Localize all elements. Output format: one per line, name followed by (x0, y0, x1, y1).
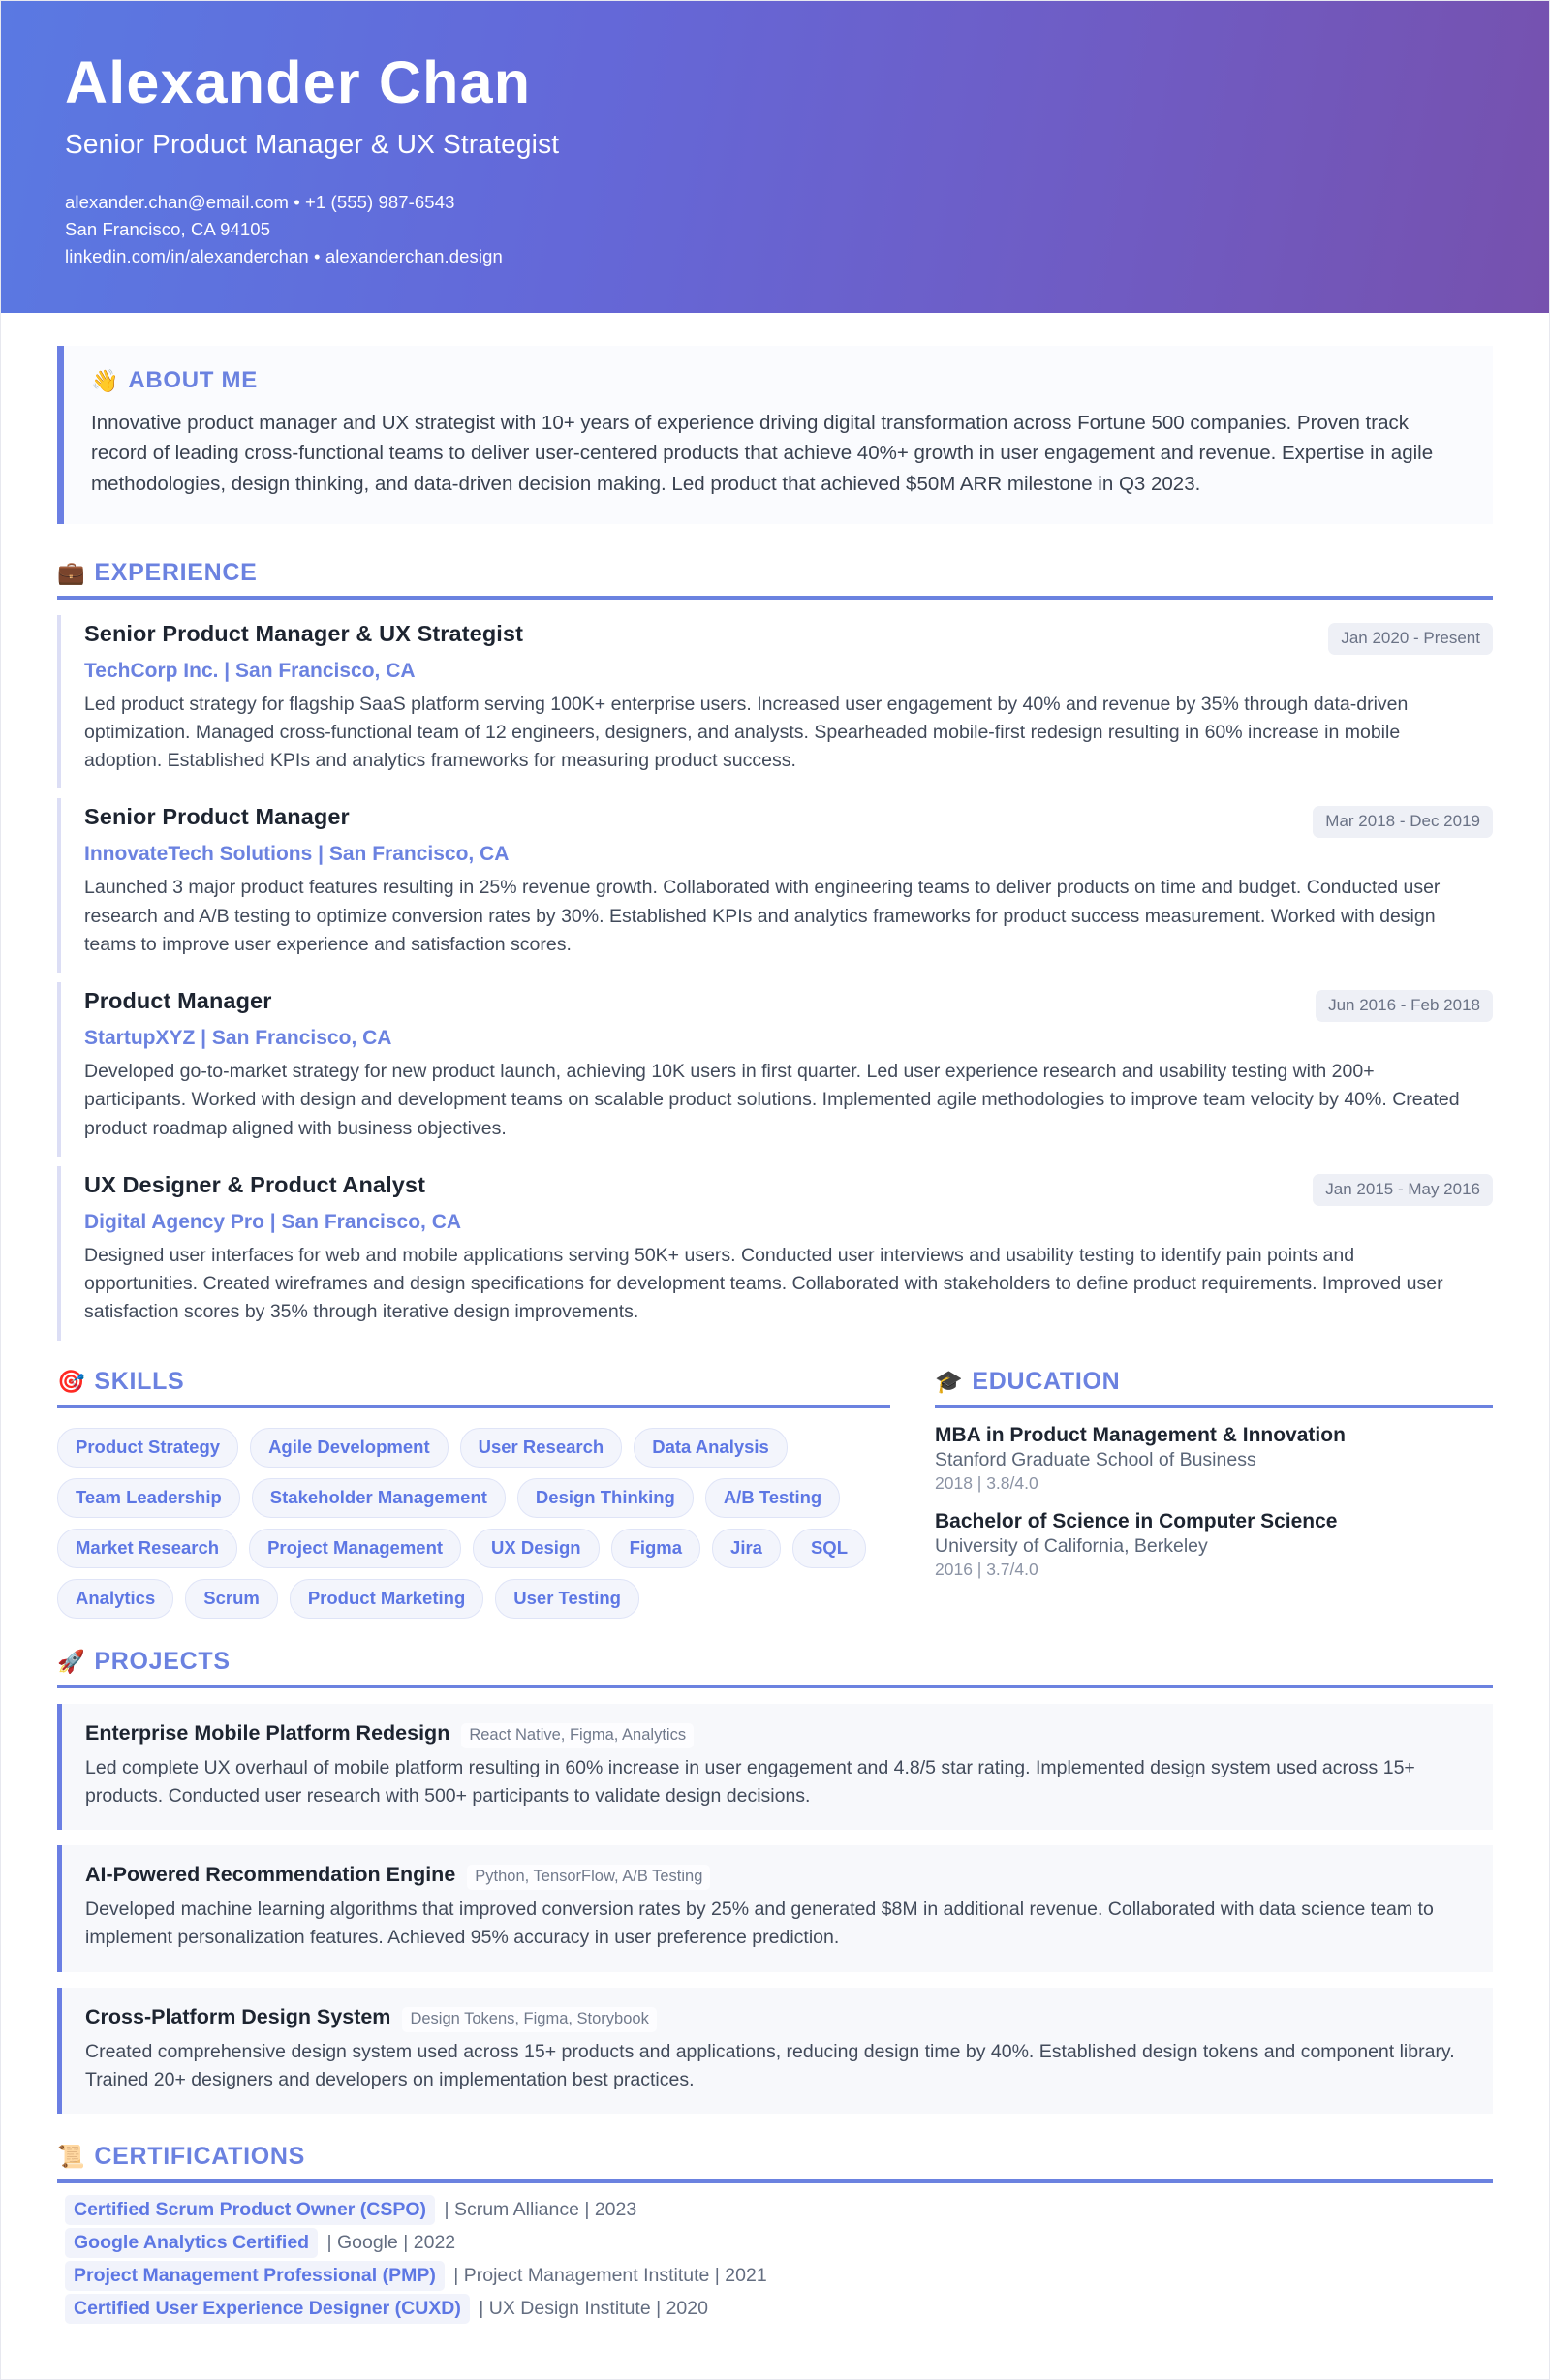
experience-date-badge: Mar 2018 - Dec 2019 (1313, 806, 1493, 838)
certification-meta: | Google | 2022 (322, 2232, 456, 2254)
skill-tag[interactable]: Stakeholder Management (252, 1478, 506, 1518)
project-list (57, 1704, 1493, 2115)
project-description: Created comprehensive design system used across 15+ products and applications, reducing design time by 40%. Established design tokens and component library. Trained 20+ designers and developers on implementation best practices. (85, 2040, 1455, 2090)
skill-tag[interactable]: Product Marketing (290, 1579, 483, 1619)
project-name: AI-Powered Recommendation Engine (85, 1863, 456, 1887)
project-tech-stack: React Native, Figma, Analytics (461, 1723, 694, 1748)
experience-item (57, 798, 1493, 973)
experience-item-header (84, 1172, 1493, 1206)
contact-links: linkedin.com/in/alexanderchan • alexanderchan.design (65, 246, 503, 267)
education-item (935, 1510, 1493, 1580)
education-item (935, 1424, 1493, 1494)
experience-item-header (84, 621, 1493, 655)
certification-list (57, 2199, 1493, 2320)
experience-list (57, 615, 1493, 1341)
skill-tag[interactable]: Project Management (249, 1529, 461, 1568)
experience-role: Product Manager (84, 988, 272, 1014)
experience-item (57, 1166, 1493, 1341)
experience-item (57, 982, 1493, 1157)
certification-meta: | UX Design Institute | 2020 (473, 2298, 708, 2320)
experience-role: Senior Product Manager & UX Strategist (84, 620, 523, 646)
skill-tag[interactable]: Market Research (57, 1529, 237, 1568)
about-me-text: Innovative product manager and UX strategist with 10+ years of experience driving digital transformation across Fortune 500 companies. Proven track record of leading cross-functional teams to deliver user-centered products that achieve 40%+ growth in user engagement and revenue. Expertise in agile methodologies, design thinking, and data-driven decision making. Led product that achieved $50M ARR milestone in Q3 2023. (91, 412, 1434, 495)
project-name: Enterprise Mobile Platform Redesign (85, 1720, 450, 1745)
skills-section (57, 1368, 890, 1619)
skill-tag[interactable]: Product Strategy (57, 1428, 238, 1468)
education-degree: Bachelor of Science in Computer Science (935, 1509, 1338, 1532)
skill-tag[interactable]: Agile Development (250, 1428, 449, 1468)
about-me-heading-label: ABOUT ME (128, 367, 258, 394)
projects-section (57, 1648, 1493, 2115)
certification-name[interactable]: Google Analytics Certified (65, 2228, 318, 2258)
skills-heading (57, 1368, 890, 1408)
certification-name[interactable]: Certified Scrum Product Owner (CSPO) (65, 2195, 435, 2225)
briefcase-icon: 💼 (57, 559, 86, 585)
experience-description: Designed user interfaces for web and mobile applications serving 50K+ users. Conducted user interviews and usability testing to identify pain points and opportunities. Created wireframes and design specifications for development teams. Collaborated with stakeholders to define product requirements. Improved user satisfaction scores by 35% through iterative design improvements. (84, 1244, 1443, 1323)
certification-meta: | Scrum Alliance | 2023 (439, 2199, 637, 2221)
rocket-icon: 🚀 (57, 1648, 86, 1674)
scroll-icon: 📜 (57, 2144, 86, 2170)
certification-name[interactable]: Certified User Experience Designer (CUXD) (65, 2294, 470, 2324)
experience-description: Led product strategy for flagship SaaS platform serving 100K+ enterprise users. Increased user engagement by 40% and revenue by 35% through data-driven optimization. Managed cross-functional team of 12 engineers, designers, and analysts. Spearheaded mobile-first redesign resulting in 60% increase in mobile adoption. Established KPIs and analytics frameworks for measuring product success. (84, 693, 1409, 772)
skills-education-row (57, 1368, 1493, 1619)
candidate-title: Senior Product Manager & UX Strategist (65, 128, 560, 159)
experience-description: Launched 3 major product features resulting in 25% revenue growth. Collaborated with engineering teams to deliver products on time and budget. Conducted user research and A/B testing to optimize conversion rates by 30%. Established KPIs and analytics frameworks for product success measurement. Worked with design teams to improve user experience and satisfaction scores. (84, 877, 1441, 955)
skill-tag[interactable]: Analytics (57, 1579, 173, 1619)
education-school: University of California, Berkeley (935, 1534, 1208, 1557)
education-meta: 2016 | 3.7/4.0 (935, 1559, 1038, 1579)
certification-row (57, 2199, 1493, 2221)
project-card-header (85, 1721, 1470, 1748)
experience-item (57, 615, 1493, 789)
candidate-name: Alexander Chan (65, 49, 532, 115)
experience-role: UX Designer & Product Analyst (84, 1171, 425, 1197)
project-tech-stack: Design Tokens, Figma, Storybook (402, 2007, 656, 2032)
contact-location: San Francisco, CA 94105 (65, 218, 271, 239)
project-description: Led complete UX overhaul of mobile platform resulting in 60% increase in user engagement and 4.8/5 star rating. Implemented design system used across 15+ products. Conducted user research with 500+ participants to validate design decisions. (85, 1756, 1415, 1807)
education-list (935, 1424, 1493, 1580)
certification-meta: | Project Management Institute | 2021 (448, 2265, 767, 2287)
skill-tag[interactable]: User Testing (495, 1579, 639, 1619)
education-heading-label: EDUCATION (972, 1367, 1121, 1395)
education-section (935, 1368, 1493, 1619)
resume-header (1, 1, 1549, 313)
project-card-header (85, 1863, 1470, 1890)
experience-item-header (84, 804, 1493, 838)
project-card-header (85, 2005, 1470, 2032)
resume-body (1, 313, 1549, 2379)
about-me-heading (91, 367, 1468, 394)
graduation-cap-icon: 🎓 (935, 1368, 964, 1394)
experience-date-badge: Jan 2020 - Present (1328, 623, 1493, 655)
skill-tag[interactable]: Figma (611, 1529, 700, 1568)
experience-section (57, 559, 1493, 1341)
certification-row (57, 2298, 1493, 2320)
skill-tag[interactable]: A/B Testing (705, 1478, 840, 1518)
waving-hand-icon: 👋 (91, 367, 120, 393)
education-school: Stanford Graduate School of Business (935, 1448, 1256, 1470)
experience-heading-label: EXPERIENCE (94, 558, 258, 586)
skill-tag[interactable]: Jira (712, 1529, 781, 1568)
contact-email-phone: alexander.chan@email.com • +1 (555) 987-6543 (65, 191, 455, 212)
certification-name[interactable]: Project Management Professional (PMP) (65, 2261, 445, 2291)
experience-date-badge: Jan 2015 - May 2016 (1313, 1174, 1493, 1206)
projects-heading (57, 1648, 1493, 1688)
experience-description: Developed go-to-market strategy for new product launch, achieving 10K users in first quarter. Led user experience research and usability testing with 200+ participants. Worked with design and development teams on scalable product solutions. Implemented agile methodologies to improve team velocity by 40%. Created product roadmap aligned with business objectives. (84, 1061, 1460, 1139)
education-heading (935, 1368, 1493, 1408)
skill-tag[interactable]: Team Leadership (57, 1478, 240, 1518)
skill-tag[interactable]: Data Analysis (634, 1428, 788, 1468)
experience-company: StartupXYZ | San Francisco, CA (84, 1027, 392, 1050)
certification-row (57, 2232, 1493, 2254)
experience-company: InnovateTech Solutions | San Francisco, CA (84, 843, 510, 866)
certifications-heading-label: CERTIFICATIONS (94, 2143, 306, 2171)
education-degree: MBA in Product Management & Innovation (935, 1423, 1346, 1446)
certifications-heading (57, 2143, 1493, 2183)
skill-tag[interactable]: UX Design (473, 1529, 600, 1568)
skills-heading-label: SKILLS (94, 1367, 185, 1395)
project-description: Developed machine learning algorithms that improved conversion rates by 25% and generated $8M in additional revenue. Collaborated with data science team to implement personalization features. Achieved 95% accuracy in user preference prediction. (85, 1899, 1434, 1949)
skill-tag[interactable]: Scrum (185, 1579, 278, 1619)
experience-role: Senior Product Manager (84, 804, 350, 830)
target-dart-icon: 🎯 (57, 1368, 86, 1394)
skill-tag[interactable]: User Research (460, 1428, 623, 1468)
education-meta: 2018 | 3.8/4.0 (935, 1472, 1038, 1493)
certification-row (57, 2265, 1493, 2287)
project-card (57, 1704, 1493, 1831)
skill-tag[interactable]: Design Thinking (517, 1478, 694, 1518)
certifications-section (57, 2143, 1493, 2320)
experience-item-header (84, 988, 1493, 1022)
skill-tag-list (57, 1424, 890, 1619)
experience-company: Digital Agency Pro | San Francisco, CA (84, 1210, 462, 1233)
skill-tag[interactable]: SQL (792, 1529, 866, 1568)
experience-heading (57, 559, 1493, 600)
experience-date-badge: Jun 2016 - Feb 2018 (1316, 990, 1493, 1022)
about-me-card (57, 346, 1493, 523)
project-card (57, 1845, 1493, 1972)
projects-heading-label: PROJECTS (94, 1647, 231, 1675)
project-card (57, 1988, 1493, 2115)
experience-company: TechCorp Inc. | San Francisco, CA (84, 659, 416, 682)
project-tech-stack: Python, TensorFlow, A/B Testing (467, 1865, 710, 1890)
project-name: Cross-Platform Design System (85, 2004, 391, 2028)
